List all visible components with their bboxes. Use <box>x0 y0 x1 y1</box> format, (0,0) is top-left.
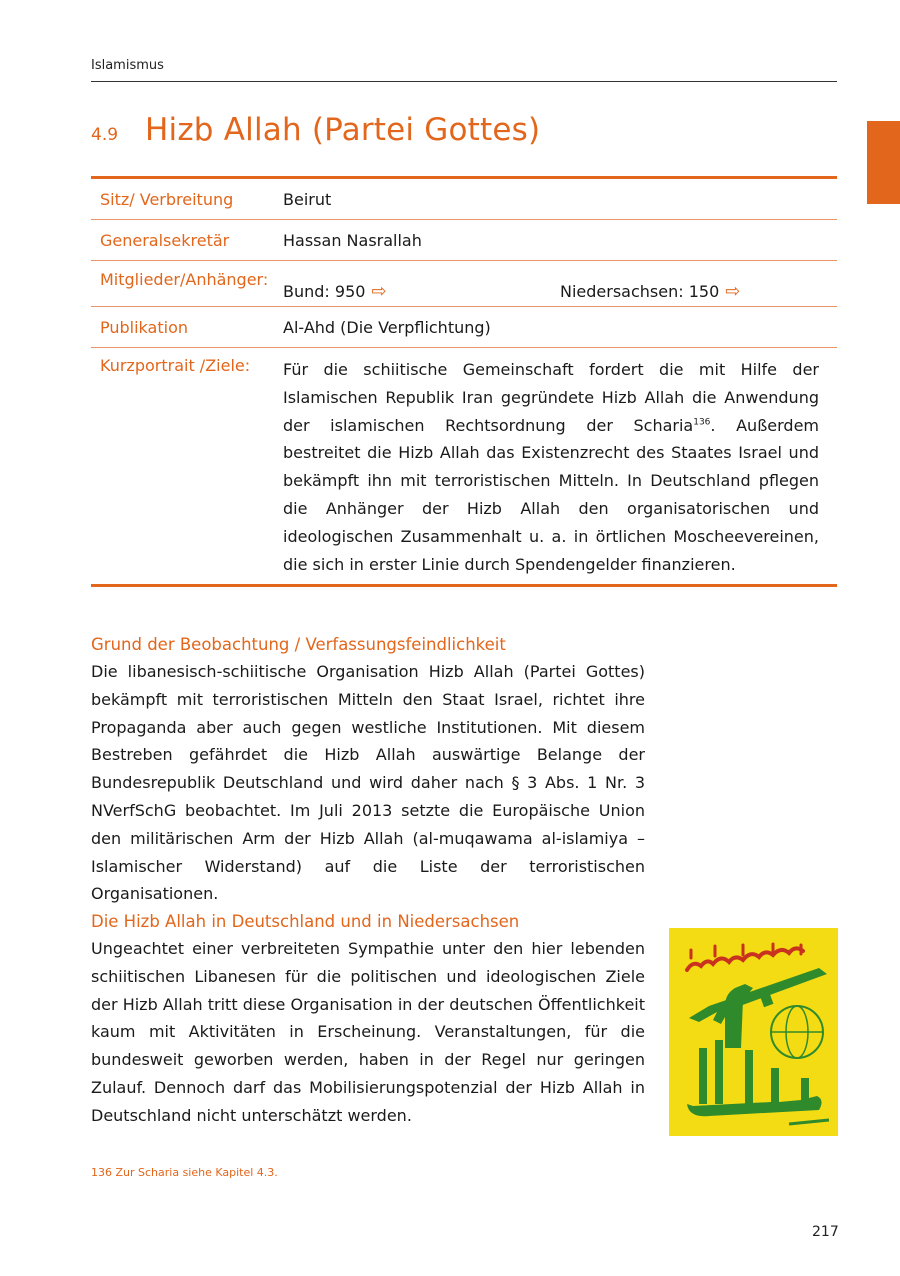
kurzportrait-text-1: Für die schiitische Gemeinschaft fordert die mit Hilfe der Islamischen Republik Iran gegründete Hizb Allah die Anwendung der islamischen Rechtsordnung der Scharia <box>283 360 819 435</box>
fact-row-generalsekretaer <box>91 220 837 261</box>
fact-row-publikation <box>91 307 837 348</box>
kurzportrait-text-2: . Außerdem bestreitet die Hizb Allah das Existenzrecht des Staates Israel und bekämpft ihn mit terroristischen Mitteln. In Deutschland pflegen die Anhänger der Hizb Allah den organisatorischen und ideologischen Zusammenhalt u. a. in örtlichen Moscheevereinen, die sich in erster Linie durch Spendengelder finanzieren. <box>283 415 820 574</box>
fact-label-mitglieder: Mitglieder/Anhänger: <box>100 270 269 289</box>
fact-label-generalsekretaer: Generalsekretär <box>100 230 230 250</box>
chapter-title: Hizb Allah (Partei Gottes) <box>145 112 541 148</box>
arrow-right-icon: ⇨ <box>371 280 387 302</box>
chapter-number: 4.9 <box>91 125 119 145</box>
fact-value-kurzportrait <box>283 356 837 578</box>
fact-value-mitglieder <box>283 261 837 306</box>
page-number: 217 <box>812 1224 839 1240</box>
fact-sheet-table <box>91 176 837 587</box>
fact-value-publikation: Al-Ahd (Die Verpflichtung) <box>283 317 491 337</box>
section-beobachtung <box>91 631 645 908</box>
arrow-right-icon: ⇨ <box>725 280 741 302</box>
section-heading-deutschland: Die Hizb Allah in Deutschland und in Niedersachsen <box>91 912 520 931</box>
fact-value-sitz: Beirut <box>283 189 332 209</box>
fact-row-sitz <box>91 179 837 220</box>
running-head: Islamismus <box>91 58 164 73</box>
chapter-heading <box>91 112 540 148</box>
fact-label-publikation: Publikation <box>100 317 188 337</box>
fact-row-kurzportrait <box>91 348 837 584</box>
bund-count <box>283 277 560 306</box>
chapter-side-tab <box>867 121 900 204</box>
header-rule <box>91 81 837 82</box>
section-heading-beobachtung: Grund der Beobachtung / Verfassungsfeindlichkeit <box>91 635 506 654</box>
fact-row-mitglieder <box>91 261 837 307</box>
section-deutschland <box>91 908 645 1130</box>
fact-label-kurzportrait: Kurzportrait /Ziele: <box>100 356 251 375</box>
footnote: 136 Zur Scharia siehe Kapitel 4.3. <box>91 1166 278 1179</box>
section-body-deutschland: Ungeachtet einer verbreiteten Sympathie unter den hier lebenden schiitischen Libanesen für die politischen und ideologischen Ziele der Hizb Allah tritt diese Organisation in der deutschen Öffentlichkeit kaum mit Aktivitäten in Erscheinung. Veranstaltungen, für die bundesweit geworben werden, haben in der Regel nur geringen Zulauf. Dennoch darf das Mobilisierungspotenzial der Hizb Allah in Deutschland nicht unterschätzt werden. <box>91 939 645 1125</box>
bund-count-text: Bund: 950 <box>283 282 366 301</box>
hizb-allah-flag-emblem <box>669 928 838 1136</box>
fact-value-generalsekretaer: Hassan Nasrallah <box>283 230 422 250</box>
footnote-ref: 136 <box>693 417 711 428</box>
niedersachsen-count <box>560 277 740 306</box>
niedersachsen-count-text: Niedersachsen: 150 <box>560 282 720 301</box>
section-body-beobachtung: Die libanesisch-schiitische Organisation Hizb Allah (Partei Gottes) bekämpft mit terroristischen Mitteln den Staat Israel, richtet ihre Propaganda aber auch gegen westliche Institutionen. Mit diesem Bestreben gefährdet die Hizb Allah auswärtige Belange der Bundesrepublik Deutschland und wird daher nach § 3 Abs. 1 Nr. 3 NVerfSchG beobachtet. Im Juli 2013 setzte die Europäische Union den militärischen Arm der Hizb Allah (al-muqawama al-islamiya – Islamischer Widerstand) auf die Liste der terroristischen Organisationen. <box>91 662 645 904</box>
fact-label-sitz: Sitz/ Verbreitung <box>100 189 234 209</box>
